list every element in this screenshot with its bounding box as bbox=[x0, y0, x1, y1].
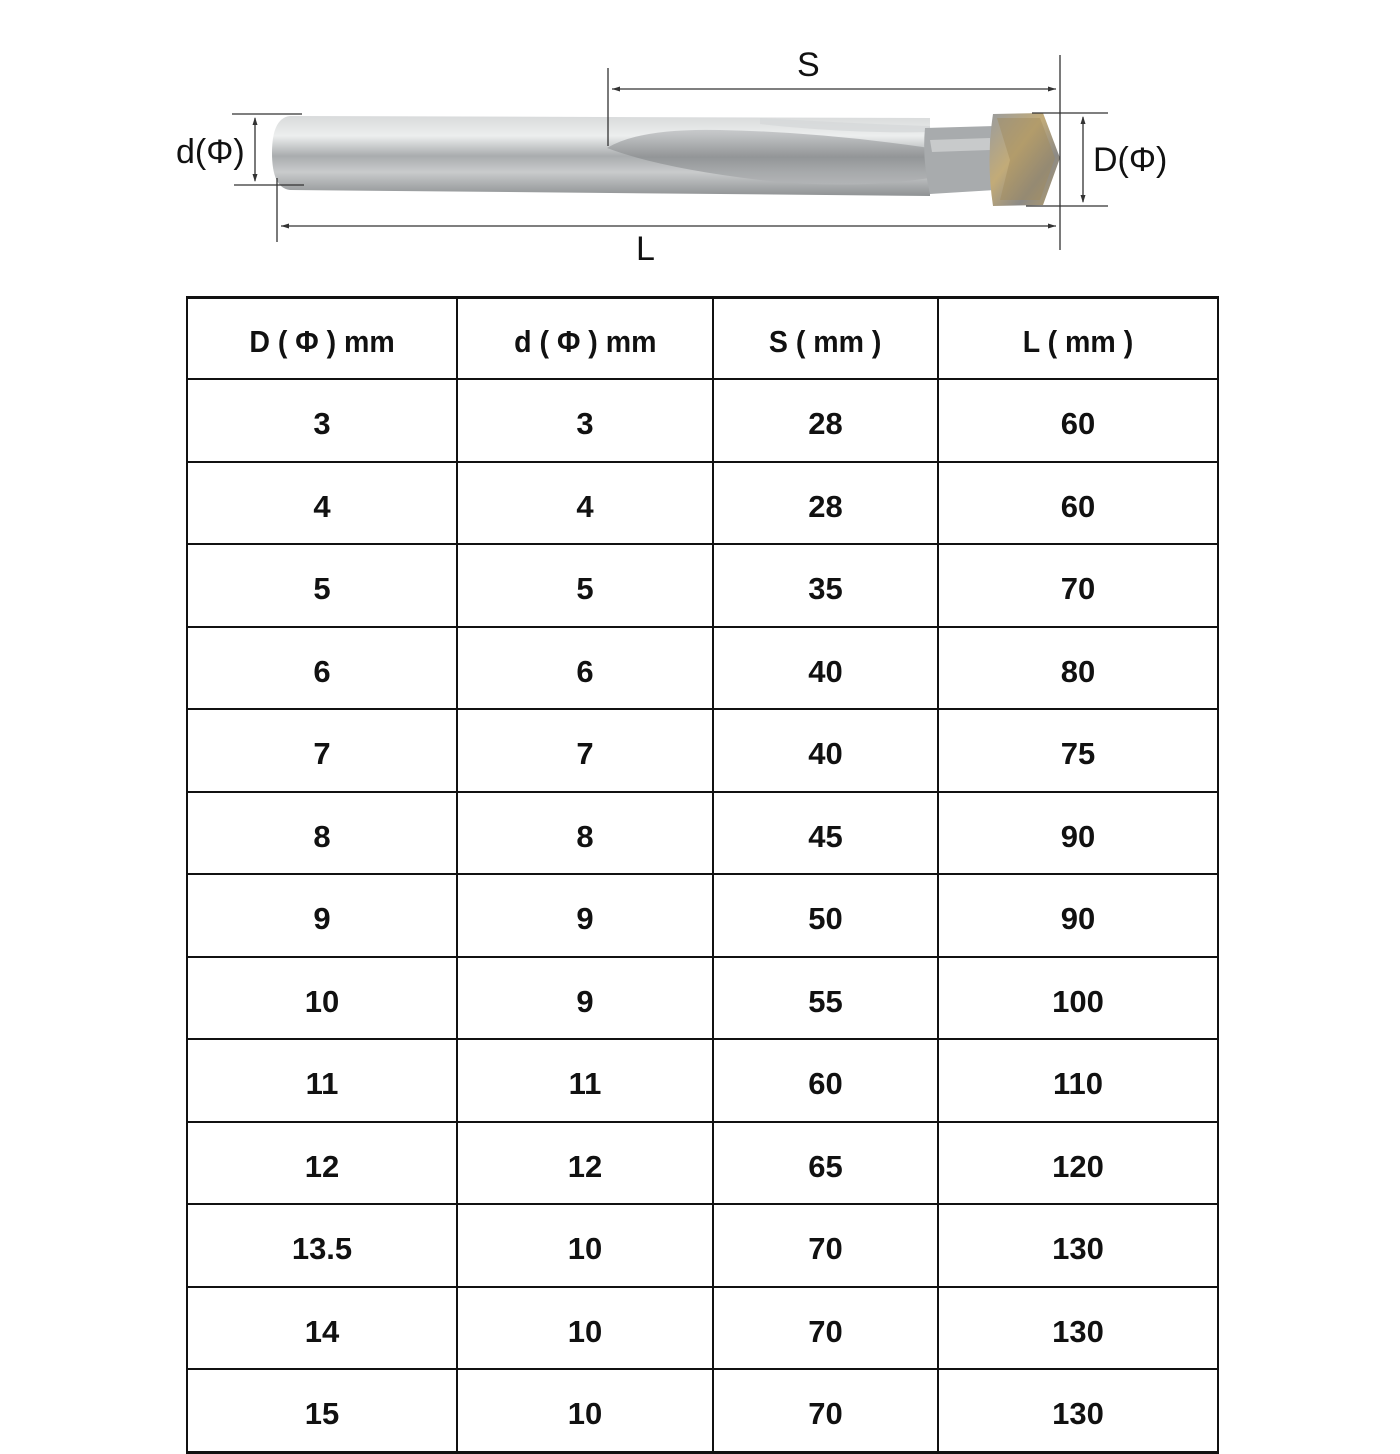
cell-flute-length: 28 bbox=[713, 462, 938, 545]
dimension-label-tip-diameter: D(Φ) bbox=[1093, 141, 1168, 179]
cell-overall-length: 130 bbox=[938, 1204, 1218, 1287]
cell-tip-diameter: 7 bbox=[187, 709, 457, 792]
drill-size-spec-table bbox=[186, 296, 1219, 1454]
cell-overall-length: 110 bbox=[938, 1039, 1218, 1122]
header-label: L ( mm ) bbox=[1022, 323, 1134, 359]
table-row bbox=[187, 462, 1218, 545]
table-row bbox=[187, 709, 1218, 792]
table-row bbox=[187, 1122, 1218, 1205]
header-label: S ( mm ) bbox=[769, 323, 882, 359]
dimension-label-shank-diameter: d(Φ) bbox=[176, 133, 245, 171]
cell-flute-length: 70 bbox=[713, 1287, 938, 1370]
cell-shank-diameter: 10 bbox=[457, 1369, 713, 1452]
cell-tip-diameter: 10 bbox=[187, 957, 457, 1040]
cell-shank-diameter: 4 bbox=[457, 462, 713, 545]
cell-flute-length: 55 bbox=[713, 957, 938, 1040]
table-row bbox=[187, 1039, 1218, 1122]
cell-overall-length: 80 bbox=[938, 627, 1218, 710]
table-row bbox=[187, 379, 1218, 462]
cell-flute-length: 50 bbox=[713, 874, 938, 957]
header-label: d ( Φ ) mm bbox=[513, 323, 657, 359]
carbide-tip bbox=[990, 113, 1061, 206]
table-row bbox=[187, 792, 1218, 875]
dimension-label-s: S bbox=[797, 46, 820, 84]
cell-tip-diameter: 14 bbox=[187, 1287, 457, 1370]
header-flute-length bbox=[713, 298, 938, 380]
cell-flute-length: 65 bbox=[713, 1122, 938, 1205]
cell-flute-length: 60 bbox=[713, 1039, 938, 1122]
cell-flute-length: 35 bbox=[713, 544, 938, 627]
cell-overall-length: 100 bbox=[938, 957, 1218, 1040]
drill-bit-diagram bbox=[0, 0, 1400, 290]
cell-shank-diameter: 10 bbox=[457, 1287, 713, 1370]
cell-overall-length: 70 bbox=[938, 544, 1218, 627]
header-tip-diameter bbox=[187, 298, 457, 380]
cell-tip-diameter: 5 bbox=[187, 544, 457, 627]
cell-tip-diameter: 13.5 bbox=[187, 1204, 457, 1287]
cell-shank-diameter: 5 bbox=[457, 544, 713, 627]
cell-overall-length: 75 bbox=[938, 709, 1218, 792]
cell-flute-length: 28 bbox=[713, 379, 938, 462]
cell-shank-diameter: 9 bbox=[457, 874, 713, 957]
cell-flute-length: 40 bbox=[713, 627, 938, 710]
header-label: D ( Φ ) mm bbox=[249, 323, 395, 359]
dimension-label-l: L bbox=[636, 230, 655, 268]
cell-tip-diameter: 8 bbox=[187, 792, 457, 875]
cell-overall-length: 130 bbox=[938, 1287, 1218, 1370]
table-header-row bbox=[187, 298, 1218, 380]
cell-shank-diameter: 10 bbox=[457, 1204, 713, 1287]
cell-tip-diameter: 15 bbox=[187, 1369, 457, 1452]
cell-overall-length: 130 bbox=[938, 1369, 1218, 1452]
cell-tip-diameter: 11 bbox=[187, 1039, 457, 1122]
cell-tip-diameter: 12 bbox=[187, 1122, 457, 1205]
table-row bbox=[187, 874, 1218, 957]
cell-flute-length: 70 bbox=[713, 1204, 938, 1287]
cell-overall-length: 90 bbox=[938, 874, 1218, 957]
cell-shank-diameter: 3 bbox=[457, 379, 713, 462]
cell-shank-diameter: 11 bbox=[457, 1039, 713, 1122]
table-row bbox=[187, 1369, 1218, 1452]
cell-flute-length: 45 bbox=[713, 792, 938, 875]
cell-tip-diameter: 6 bbox=[187, 627, 457, 710]
cell-shank-diameter: 7 bbox=[457, 709, 713, 792]
table-row bbox=[187, 957, 1218, 1040]
cell-shank-diameter: 12 bbox=[457, 1122, 713, 1205]
table-row bbox=[187, 544, 1218, 627]
header-shank-diameter bbox=[457, 298, 713, 380]
cell-tip-diameter: 3 bbox=[187, 379, 457, 462]
cell-tip-diameter: 9 bbox=[187, 874, 457, 957]
cell-flute-length: 40 bbox=[713, 709, 938, 792]
cell-overall-length: 90 bbox=[938, 792, 1218, 875]
table-row bbox=[187, 627, 1218, 710]
table-row bbox=[187, 1204, 1218, 1287]
header-overall-length bbox=[938, 298, 1218, 380]
cell-overall-length: 60 bbox=[938, 462, 1218, 545]
cell-shank-diameter: 9 bbox=[457, 957, 713, 1040]
drill-neck bbox=[924, 126, 995, 194]
cell-shank-diameter: 6 bbox=[457, 627, 713, 710]
cell-tip-diameter: 4 bbox=[187, 462, 457, 545]
table-row bbox=[187, 1287, 1218, 1370]
cell-overall-length: 120 bbox=[938, 1122, 1218, 1205]
cell-overall-length: 60 bbox=[938, 379, 1218, 462]
cell-shank-diameter: 8 bbox=[457, 792, 713, 875]
cell-flute-length: 70 bbox=[713, 1369, 938, 1452]
